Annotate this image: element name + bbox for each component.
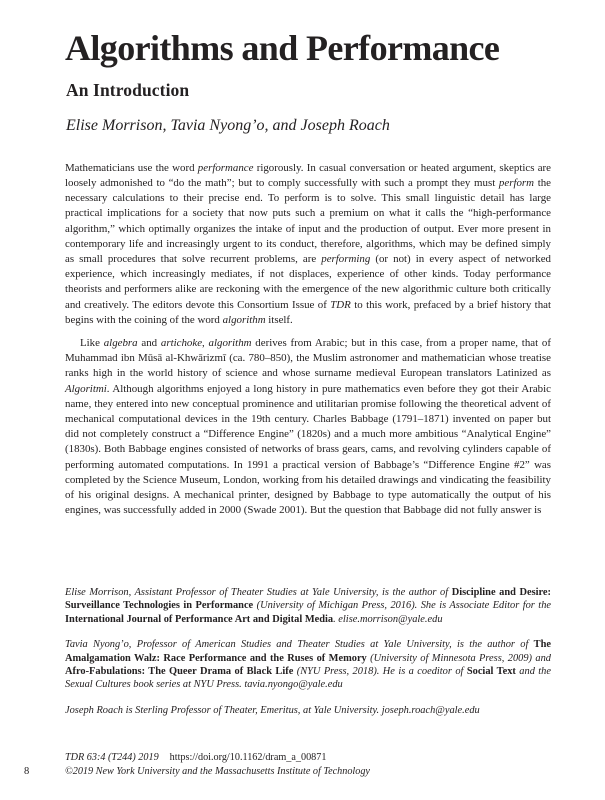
article-header	[65, 30, 551, 135]
bio-joseph-roach: Joseph Roach is Sterling Professor of Theater, Emeritus, at Yale University. joseph.roach@yale.edu	[65, 704, 480, 716]
bio-tavia-nyongo: Tavia Nyong’o, Professor of American Studies and Theater Studies at Yale University, is the author of The Amalgamation Walz: Race Performance and the Ruses of Memory (University of Minnesota Press, 2009) and Afro-Fabulations: The Queer Drama of Black Life (NYU Press, 2018). He is a coeditor of Social Text and the Sexual Cultures book series at NYU Press. tavia.nyongo@yale.edu	[65, 639, 551, 691]
copyright-line: ©2019 New York University and the Massachusetts Institute of Technology	[65, 765, 370, 777]
article-authors: Elise Morrison, Tavia Nyong’o, and Joseph Roach	[66, 116, 390, 134]
article-subtitle: An Introduction	[66, 79, 190, 100]
paragraph-performance: Mathematicians use the word performance rigorously. In casual conversation or heated argument, skeptics are loosely admonished to “do the math”; but to comply successfully with such a prompt they must perform the necessary calculations to their precise end. To perform is to solve. This small linguistic detail has large practical implications for a society that now puts such a premium on what it calls the “high-performance algorithm,” which optimally organizes the intake of input and the production of output. Ever more present in contemporary life and increasingly urgent to its conduct, therefore, algorithms, which may be defined simply as small procedures that solve recurrent problems, are performing (or not) in every aspect of networked experience, which increasingly mediates, if not displaces, experience of other kinds. Today performance theorists and performers alike are reckoning with the emergence of the new algorithmic culture both critically and creatively. The editors devote this Consortium Issue of TDR to this work, prefaced by a brief history that begins with the coining of the word algorithm itself.	[65, 161, 551, 326]
journal-citation-line	[65, 751, 565, 765]
bio-elise-morrison: Elise Morrison, Assistant Professor of Theater Studies at Yale University, is the author of Discipline and Desire: Surveillance Technologies in Performance (University of Michigan Press, 2016). She is Associate Editor for the International Journal of Performance Art and Digital Media. elise.morrison@yale.edu	[65, 587, 551, 625]
article-body	[65, 161, 551, 519]
article-title: Algorithms and Performance	[65, 28, 500, 68]
contributor-bios	[65, 586, 551, 717]
article-content	[65, 0, 551, 518]
page-footer	[65, 751, 565, 778]
page-number: 8	[24, 765, 30, 777]
journal-citation: TDR 63:4 (T244) 2019	[65, 752, 159, 763]
doi-link[interactable]: https://doi.org/10.1162/dram_a_00871	[169, 752, 327, 763]
paragraph-algorithm-history: Like algebra and artichoke, algorithm derives from Arabic; but in this case, from a proper name, that of Muhammad ibn Mūsā al-Khwārizmī (ca. 780–850), the Muslim astronomer and mathematician whose treatise ranks high in the world history of science and whose surname medieval European translators Latinized as Algoritmi. Although algorithms enjoyed a long history in pure mathematics even before they got their Arabic name, they entered into new conceptual prominence and utilitarian promise following the theoretical advent of mechanical computational devices in the 19th century. Charles Babbage (1791–1871) invented on paper but did not completely construct a “Difference Engine” (1820s) and a much more ambitious “Analytical Engine” (1830s). Both Babbage engines consisted of networks of brass gears, cams, and revolving cylinders capable of performing automated computations. In 1991 a practical version of Babbage’s “Difference Engine #2” was completed by the Science Museum, London, working from his detailed drawings and vindicating the feasibility of his original designs. A mechanical printer, designed by Babbage to type automatically the output of his engines, was successfully added in 2000 (Swade 2001). But the question that Babbage did not fully answer is	[65, 337, 551, 517]
